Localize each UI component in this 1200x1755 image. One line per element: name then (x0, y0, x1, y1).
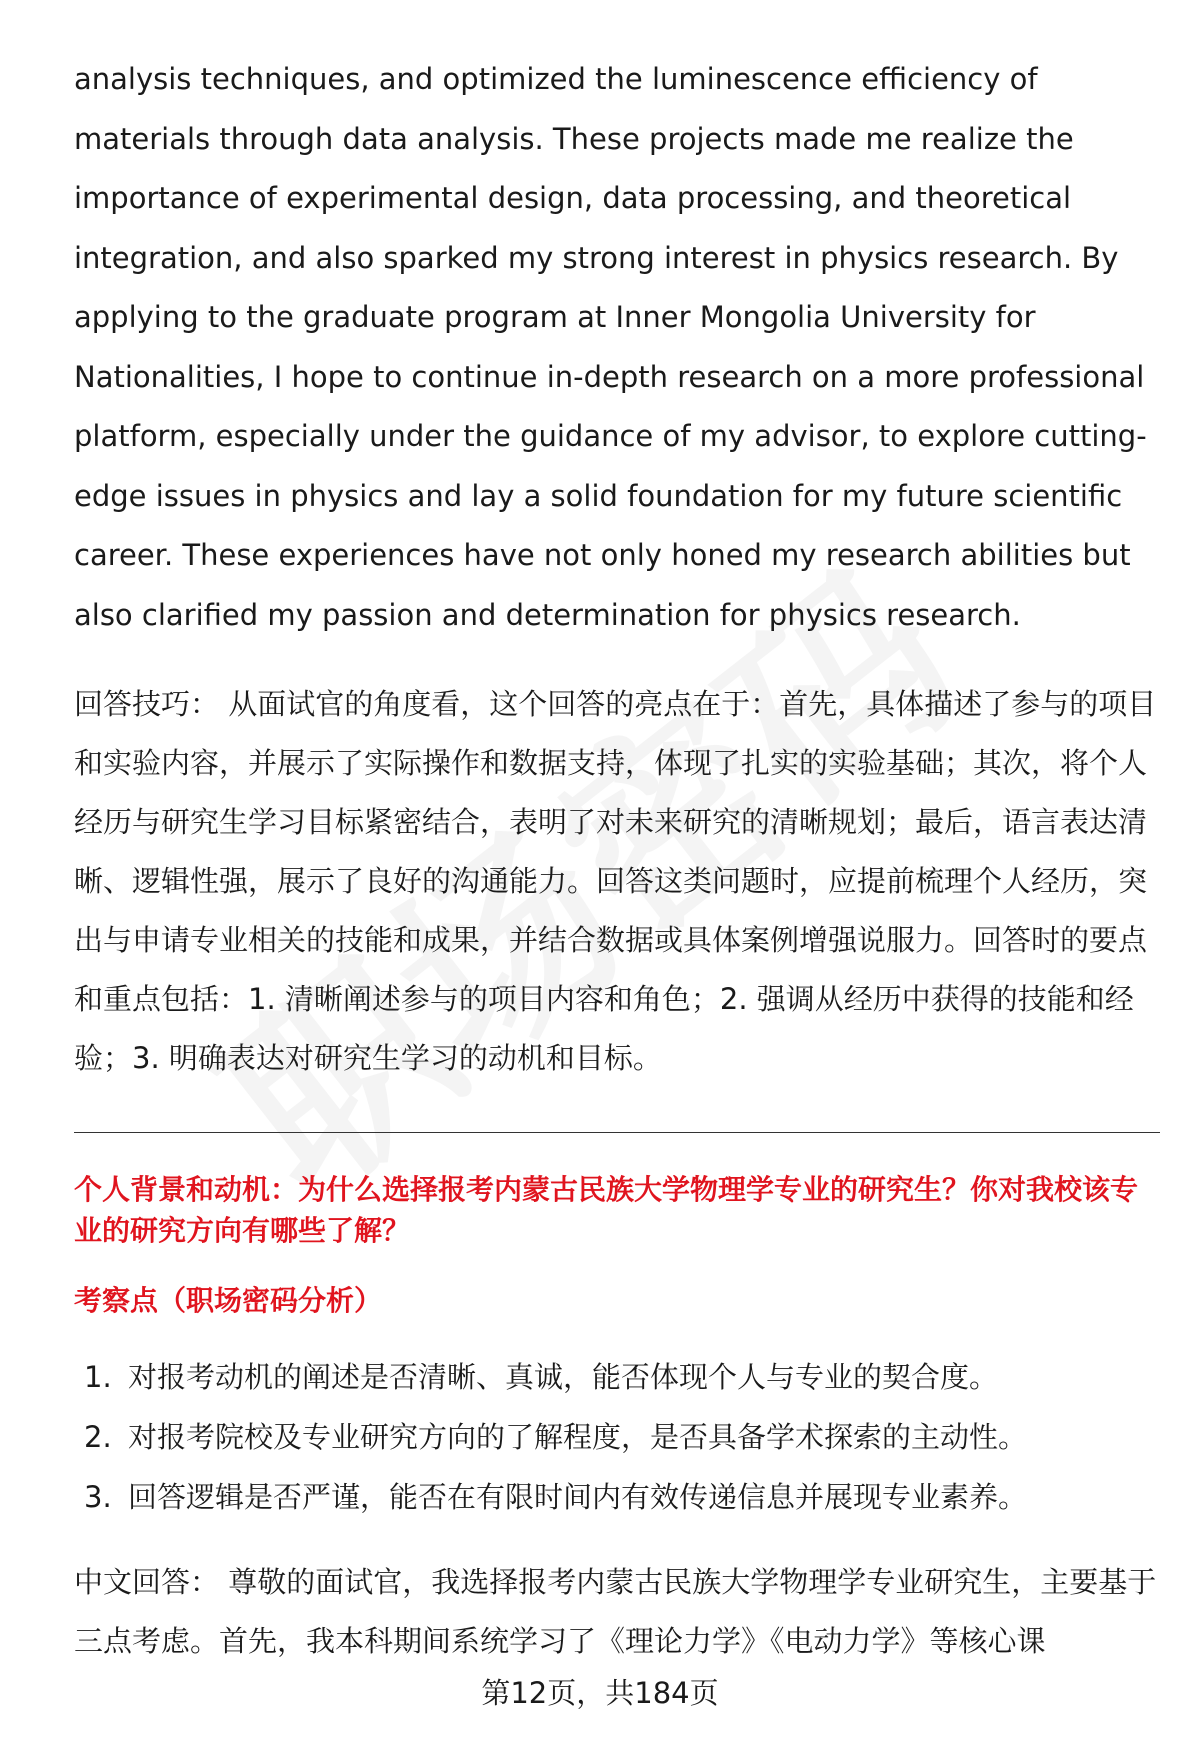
question-title: 个人背景和动机：为什么选择报考内蒙古民族大学物理学专业的研究生？你对我校该专业的研究方向有哪些了解？ (74, 1173, 1139, 1247)
list-item-number: 2. (84, 1420, 112, 1454)
chinese-answer-paragraph (74, 1553, 1160, 1671)
assessment-points-list (74, 1347, 1160, 1527)
tips-paragraph (74, 675, 1160, 1088)
list-item (74, 1407, 1160, 1467)
list-item-number: 3. (84, 1480, 112, 1514)
list-item-number: 1. (84, 1360, 112, 1394)
tips-label: 回答技巧： (74, 687, 220, 721)
section-divider (74, 1132, 1160, 1133)
page-content (74, 50, 1160, 1671)
page-number-footer: 第12页，共184页 (481, 1676, 719, 1710)
answer-label: 中文回答： (74, 1565, 220, 1599)
tips-text: 从面试官的角度看，这个回答的亮点在于：首先，具体描述了参与的项目和实验内容，并展示了实际操作和数据支持，体现了扎实的实验基础；其次，将个人经历与研究生学习目标紧密结合，表明了对未来研究的清晰规划；最后，语言表达清晰、逻辑性强，展示了良好的沟通能力。回答这类问题时，应提前梳理个人经历，突出与申请专业相关的技能和成果，并结合数据或具体案例增强说服力。回答时的要点和重点包括：1. 清晰阐述参与的项目内容和角色；2. 强调从经历中获得的技能和经验；3. 明确表达对研究生学习的动机和目标。 (74, 687, 1157, 1075)
assessment-points-heading: 考察点（职场密码分析） (74, 1284, 383, 1317)
english-answer-paragraph: analysis techniques, and optimized the luminescence efficiency of materials through data analysis. These projects made me realize the importance of experimental design, data processing, and theoretical integration, and also sparked my strong interest in physics research. By applying to the graduate program at Inner Mongolia University for Nationalities, I hope to continue in-depth research on a more professional platform, especially under the guidance of my advisor, to explore cutting-edge issues in physics and lay a solid foundation for my future scientific career. These experiences have not only honed my research abilities but also clarified my passion and determination for physics research. (74, 62, 1147, 632)
list-item-text: 对报考动机的阐述是否清晰、真诚，能否体现个人与专业的契合度。 (128, 1360, 999, 1394)
answer-text: 尊敬的面试官，我选择报考内蒙古民族大学物理学专业研究生，主要基于三点考虑。首先，我本科期间系统学习了《理论力学》《电动力学》等核心课 (74, 1565, 1157, 1658)
list-item-text: 对报考院校及专业研究方向的了解程度，是否具备学术探索的主动性。 (128, 1420, 1028, 1454)
list-item (74, 1347, 1160, 1407)
list-item-text: 回答逻辑是否严谨，能否在有限时间内有效传递信息并展现专业素养。 (128, 1480, 1028, 1514)
list-item (74, 1467, 1160, 1527)
